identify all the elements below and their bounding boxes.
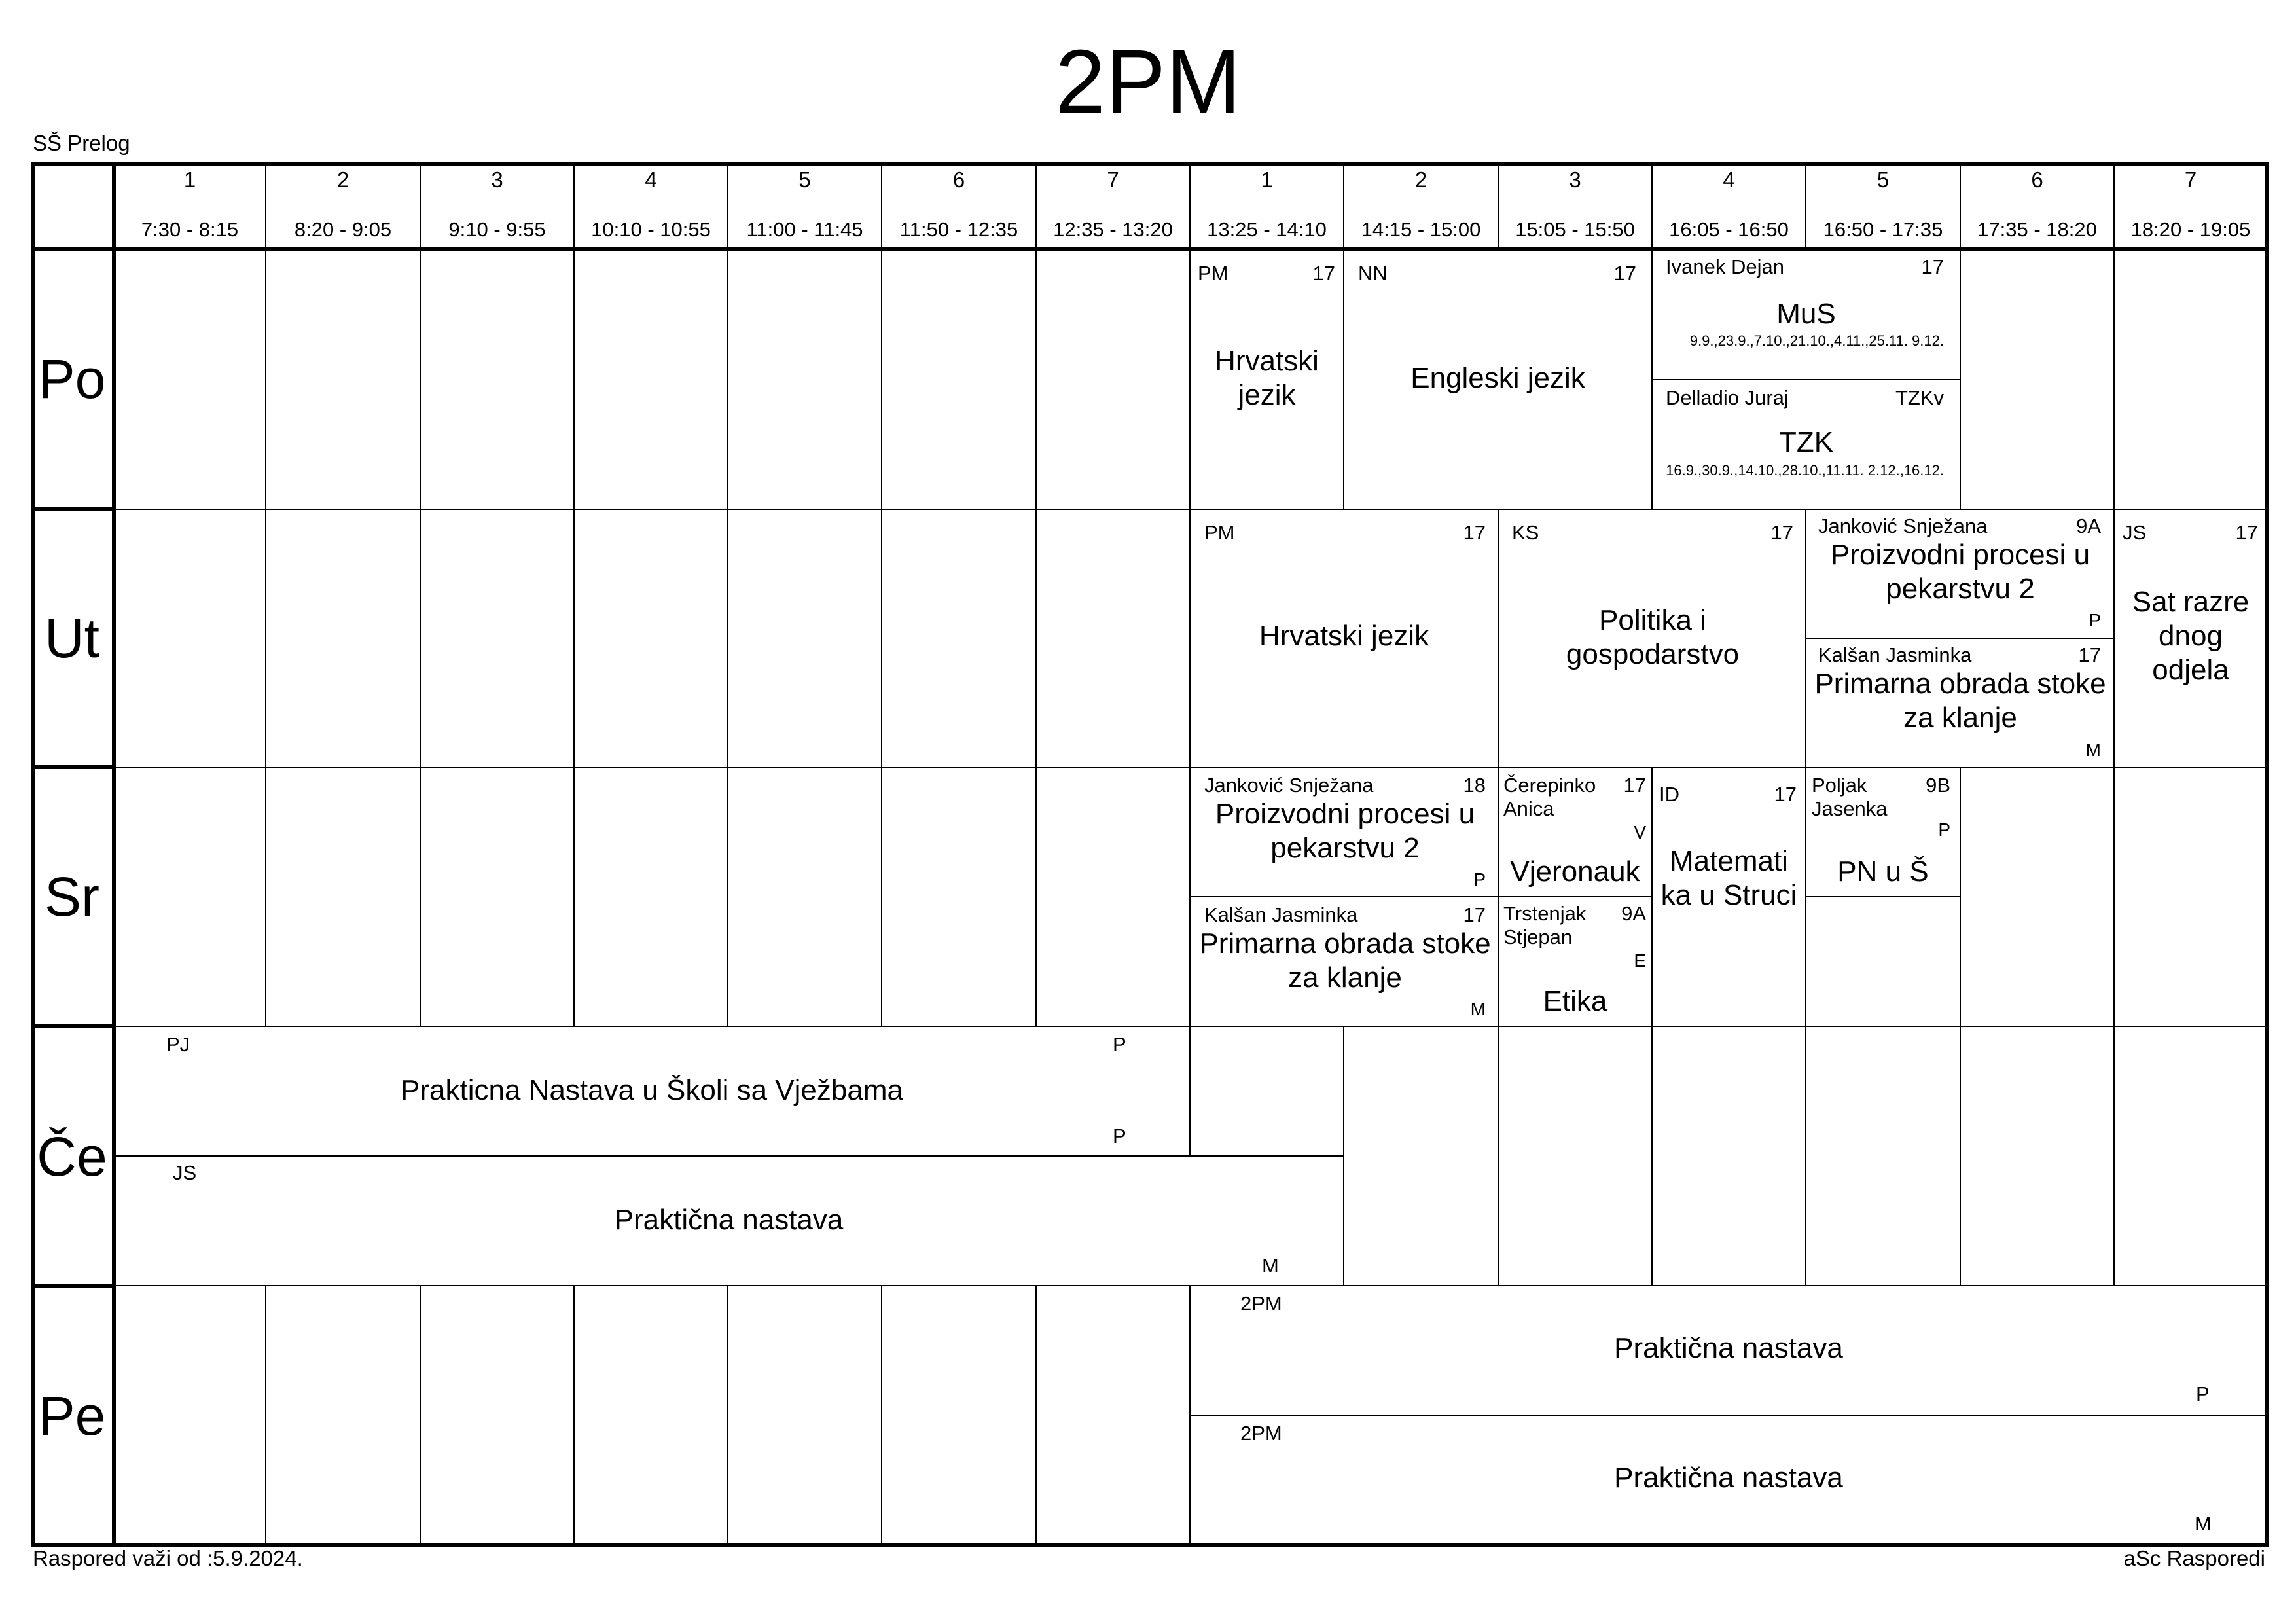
lesson-teacher: 2PM — [1240, 1422, 1282, 1445]
lesson-teacher: Kalšan Jasminka — [1818, 643, 1972, 666]
period-time: 14:15 - 15:00 — [1361, 218, 1481, 241]
lesson-teacher: PM — [1204, 521, 1235, 544]
day-label-sr: Sr — [45, 866, 99, 928]
lesson-room: 17 — [2235, 521, 2258, 544]
period-number: 6 — [952, 168, 965, 192]
period-number: 5 — [1876, 168, 1890, 192]
period-number: 1 — [183, 168, 196, 192]
period-time: 11:50 - 12:35 — [899, 218, 1018, 241]
lesson-subject: Praktična nastava — [1614, 1462, 1843, 1494]
day-label-po: Po — [38, 348, 106, 410]
period-time: 11:00 - 11:45 — [746, 218, 863, 241]
lesson-tag: P — [1938, 820, 1950, 840]
lesson-room: 17 — [1312, 262, 1335, 285]
lesson-subject: TZK — [1778, 426, 1834, 458]
period-time: 17:35 - 18:20 — [1977, 218, 2097, 241]
period-number: 5 — [798, 168, 811, 192]
lesson-tag: M — [1470, 999, 1486, 1019]
period-time: 12:35 - 13:20 — [1053, 218, 1173, 241]
period-number: 3 — [1569, 168, 1581, 192]
lesson-subject: Hrvatski jezik — [1259, 620, 1429, 652]
lesson-tag: V — [1634, 822, 1646, 842]
lesson-teacher: JS — [2123, 521, 2147, 544]
day-label-pe: Pe — [38, 1385, 106, 1447]
lesson-subject: Engleski jezik — [1410, 362, 1585, 394]
lesson-subject: Vjeronauk — [1510, 856, 1640, 888]
lesson-teacher: JS — [173, 1161, 197, 1184]
period-number: 7 — [1107, 168, 1119, 192]
lesson-subject: Proizvodni procesi u pekarstvu 2 — [1830, 539, 2090, 605]
lesson-room: 17 — [1921, 255, 1944, 278]
valid-from-note: Raspored važi od :5.9.2024. — [33, 1546, 303, 1570]
lesson-subject: Praktična nastava — [1614, 1332, 1843, 1364]
lesson-room: 18 — [1463, 774, 1486, 797]
period-time: 8:20 - 9:05 — [294, 218, 392, 241]
period-number: 4 — [1723, 168, 1735, 192]
lesson-dates: 16.9.,30.9.,14.10.,28.10.,11.11. 2.12.,16.12. — [1666, 462, 1944, 478]
day-label-ce: Če — [37, 1126, 107, 1187]
lesson-tag: P — [2196, 1382, 2210, 1405]
lesson-tag: P — [1473, 869, 1486, 890]
lesson-room: TZKv — [1895, 386, 1944, 409]
lesson-subject: Primarna obrada stoke za klanje — [1199, 928, 1491, 994]
lesson-tag-top: P — [1113, 1033, 1126, 1056]
period-number: 4 — [645, 168, 657, 192]
lesson-subject: Matemati ka u Struci — [1660, 845, 1797, 911]
lesson-subject: Etika — [1543, 985, 1607, 1017]
lesson-teacher: ID — [1659, 783, 1679, 806]
day-label-ut: Ut — [45, 607, 99, 669]
lesson-room: 17 — [1774, 783, 1797, 806]
period-time: 18:20 - 19:05 — [2130, 218, 2251, 241]
lesson-room: 17 — [1770, 521, 1793, 544]
lesson-teacher: Janković Snježana — [1204, 774, 1374, 797]
lesson-teacher: NN — [1358, 262, 1388, 285]
lesson-teacher: 2PM — [1240, 1292, 1282, 1315]
period-number: 3 — [491, 168, 503, 192]
lesson-teacher: Poljak Jasenka — [1812, 774, 1888, 820]
period-time: 7:30 - 8:15 — [141, 218, 239, 241]
period-time: 10:10 - 10:55 — [591, 218, 711, 241]
school-name: SŠ Prelog — [33, 131, 130, 155]
lesson-tag: P — [1113, 1125, 1126, 1147]
lesson-subject: Sat razre dnog odjela — [2132, 586, 2250, 686]
lesson-teacher: Janković Snježana — [1818, 514, 1988, 537]
lesson-room: 17 — [1463, 521, 1486, 544]
lesson-room: 17 — [1463, 903, 1486, 926]
lesson-teacher: KS — [1512, 521, 1539, 544]
lesson-subject: Politika i gospodarstvo — [1566, 604, 1740, 670]
generator-credit: aSc Rasporedi — [2123, 1546, 2265, 1570]
period-number: 2 — [1414, 168, 1427, 192]
period-time: 15:05 - 15:50 — [1515, 218, 1635, 241]
period-time: 16:05 - 16:50 — [1669, 218, 1789, 241]
lesson-teacher: Kalšan Jasminka — [1204, 903, 1358, 926]
lesson-tag: P — [2089, 610, 2101, 630]
lesson-room: 17 — [1623, 774, 1646, 797]
lesson-tag: M — [1262, 1254, 1279, 1277]
period-number: 7 — [2184, 168, 2197, 192]
lesson-room: 9A — [2076, 514, 2101, 537]
page-title: 2PM — [1055, 31, 1241, 132]
lesson-teacher: Ivanek Dejan — [1666, 255, 1784, 278]
lesson-teacher: Trstenjak Stjepan — [1503, 902, 1587, 948]
lesson-subject: PN u Š — [1837, 856, 1929, 888]
lesson-subject: MuS — [1776, 298, 1836, 330]
lesson-teacher: Delladio Juraj — [1666, 386, 1789, 409]
lesson-subject: Praktična nastava — [614, 1204, 844, 1236]
lesson-tag: M — [2085, 740, 2101, 760]
lesson-teacher: Čerepinko Anica — [1503, 774, 1596, 820]
lesson-room: 17 — [2078, 643, 2101, 666]
lesson-teacher: PM — [1198, 262, 1229, 285]
period-number: 1 — [1261, 168, 1273, 192]
lesson-subject: Proizvodni procesi u pekarstvu 2 — [1215, 798, 1475, 864]
lesson-tag: E — [1634, 950, 1646, 971]
period-number: 2 — [336, 168, 350, 192]
lesson-dates: 9.9.,23.9.,7.10.,21.10.,4.11.,25.11. 9.12. — [1689, 333, 1944, 349]
lesson-room: 9B — [1926, 774, 1950, 797]
period-number: 6 — [2031, 168, 2043, 192]
lesson-subject: Prakticna Nastava u Školi sa Vježbama — [401, 1074, 903, 1106]
period-time: 9:10 - 9:55 — [448, 218, 546, 241]
lesson-subject: Primarna obrada stoke za klanje — [1814, 668, 2106, 734]
lesson-subject: Hrvatski jezik — [1215, 345, 1319, 411]
lesson-room: 9A — [1621, 902, 1646, 925]
lesson-teacher: PJ — [166, 1033, 190, 1056]
period-time: 13:25 - 14:10 — [1207, 218, 1327, 241]
lesson-tag: M — [2195, 1512, 2212, 1535]
period-time: 16:50 - 17:35 — [1823, 218, 1943, 241]
lesson-room: 17 — [1613, 262, 1636, 285]
